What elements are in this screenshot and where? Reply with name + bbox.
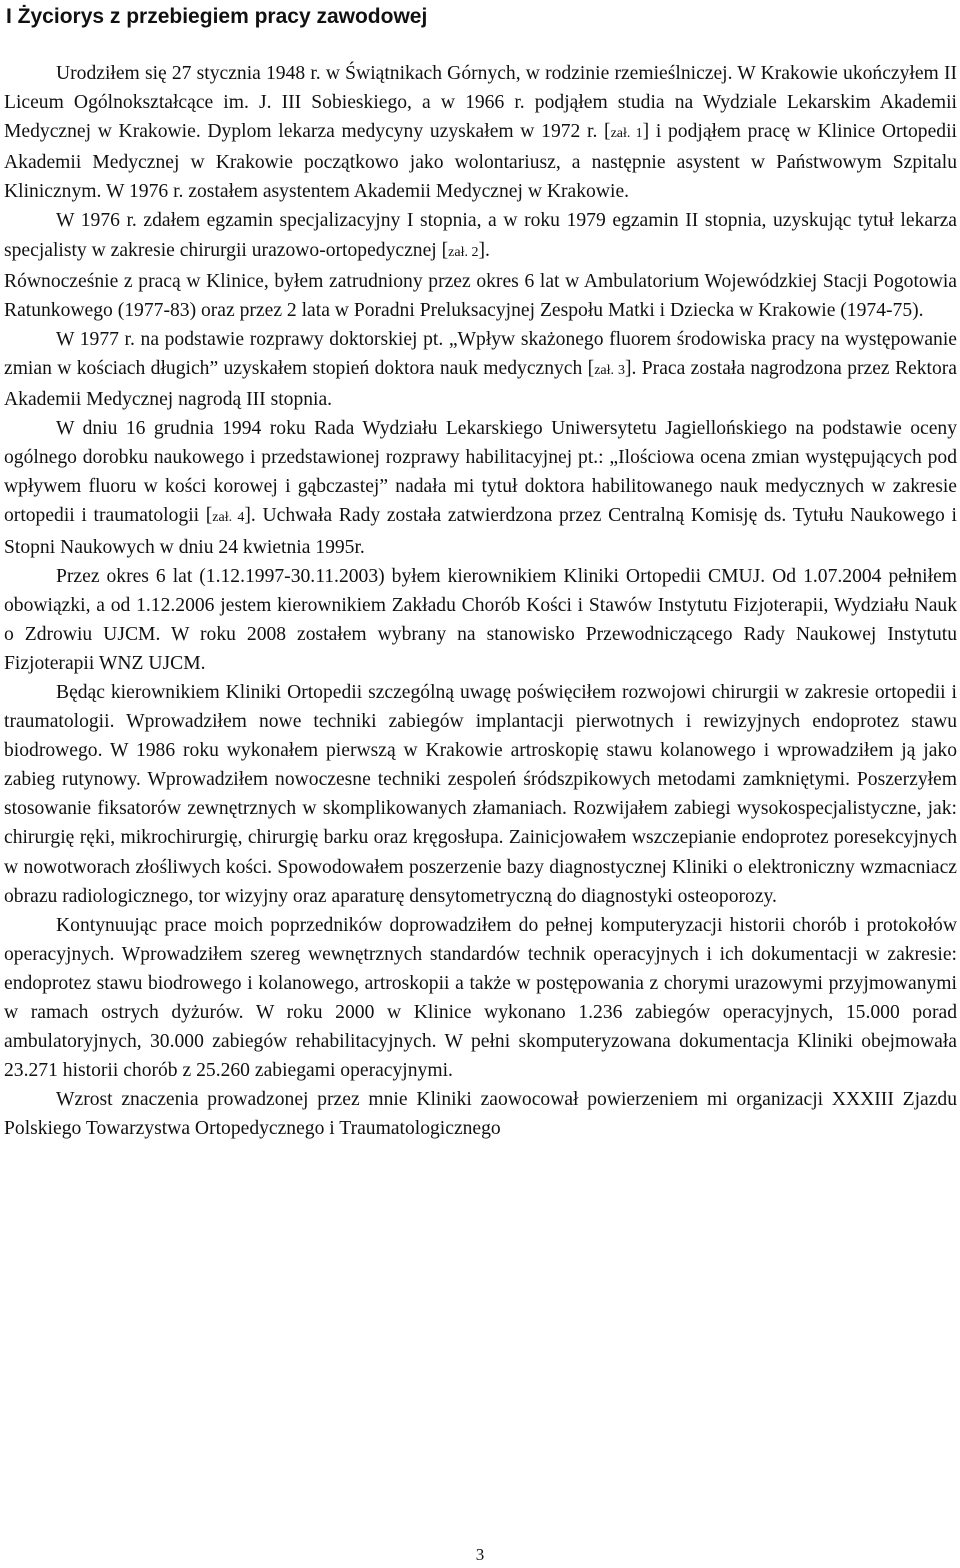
body-paragraph [4,414,957,561]
attachment-reference: zał. 2 [448,244,479,260]
paragraph-text: ]. Praca została nagrodzona przez Rektora Akademii Medycznej nagrodą III stopnia. [4,357,957,411]
paragraph-text: Będąc kierownikiem Kliniki Ortopedii szczególną uwagę poświęciłem rozwojowi chirurgii w zakresie ortopedii i traumatologii. Wprowadziłem nowe techniki zabiegów implantacji pierwotnych i rewizyjnych endoprotez stawu biodrowego. W 1986 roku wykonałem pierwszą w Krakowie artroskopię stawu kolanowego i wprowadziłem ją jako zabieg rutynowy. Wprowadziłem nowoczesne techniki zespoleń śródszpikowych metodami zamkniętymi. Poszerzyłem stosowanie fiksatorów zewnętrznych w skomplikowanych złamaniach. Rozwijałem zabiegi wysokospecjalistyczne, jak: chirurgię ręki, mikrochirurgię, chirurgię barku oraz kręgosłupa. Zainicjowałem wszczepianie endoprotez poresekcyjnych w nowotworach złośliwych kości. Spowodowałem poszerzenie bazy diagnostycznej Kliniki o elektroniczny wzmacniacz obrazu radiologicznego, tor wizyjny oraz aparaturę densytometryczną do diagnostyki osteoporozy. [4,681,957,907]
section-heading: I Życiorys z przebiegiem pracy zawodowej [6,5,428,28]
document-body [4,59,957,1143]
paragraph-text: Kontynuując prace moich poprzedników doprowadziłem do pełnej komputeryzacji historii chorób i protokołów operacyjnych. Wprowadziłem szereg wewnętrznych standardów technik operacyjnych i ich dokumentacji w zakresie: endoprotez stawu biodrowego i kolanowego, artroskopii a także w postępowania z chorymi urazowymi przyjmowanymi w ramach ostrych dyżurów. W roku 2000 w Klinice wykonano 1.236 zabiegów operacyjnych, 15.000 porad ambulatoryjnych, 30.000 zabiegów rehabilitacyjnych. W pełni skomputeryzowana dokumentacja Kliniki obejmowała 23.271 historii chorób z 25.260 zabiegami operacyjnymi. [4,914,957,1082]
page-number: 3 [475,1545,485,1564]
paragraph-text: ]. Uchwała Rady została zatwierdzona przez Centralną Komisję ds. Tytułu Naukowego i Stopni Naukowych w dniu 24 kwietnia 1995r. [4,505,957,558]
paragraph-text: Urodziłem się 27 stycznia 1948 r. w Świątnikach Górnych, w rodzinie rzemieślniczej. W Krakowie ukończyłem II Liceum Ogólnokształcące im. J. III Sobieskiego, a w 1966 r. podjąłem studia na Wydziale Lekarskim Akademii Medycznej w Krakowie. Dyplom lekarza medycyny uzyskałem w 1972 r. [ [4,63,957,143]
body-paragraph [4,206,957,266]
attachment-reference: zał. 4 [212,510,245,526]
attachment-reference: zał. 1 [610,126,643,142]
paragraph-text: Wzrost znaczenia prowadzonej przez mnie Kliniki zaowocował powierzeniem mi organizacji XXXIII Zjazdu Polskiego Towarzystwa Ortopedycznego i Traumatologicznego [4,1089,957,1140]
paragraph-text: ] i podjąłem pracę w Klinice Ortopedii Akademii Medycznej w Krakowie początkowo jako wolontariusz, a następnie asystent w Państwowym Szpitalu Klinicznym. W 1976 r. zostałem asystentem Akademii Medycznej w Krakowie. [4,121,957,203]
paragraph-text: W 1977 r. na podstawie rozprawy doktorskiej pt. „Wpływ skażonego fluorem środowiska pracy na występowanie zmian w kościach długich” uzyskałem stopień doktora nauk medycznych [ [4,328,957,379]
paragraph-text: Równocześnie z pracą w Klinice, byłem zatrudniony przez okres 6 lat w Ambulatorium Wojewódzkiej Stacji Pogotowia Ratunkowego (1977-83) oraz przez 2 lata w Poradni Preluksacyjnej Zespołu Matki i Dziecka w Krakowie (1974-75). [4,270,957,321]
body-paragraph [4,562,957,678]
body-paragraph [4,59,957,206]
paragraph-text: ]. [478,239,490,261]
body-paragraph [4,325,957,414]
body-paragraph [4,1085,957,1143]
paragraph-text: W 1976 r. zdałem egzamin specjalizacyjny I stopnia, a w roku 1979 egzamin II stopnia, uzyskując tytuł lekarza specjalisty w zakresie chirurgii urazowo-ortopedycznej [ [4,210,957,261]
paragraph-text: W dniu 16 grudnia 1994 roku Rada Wydziału Lekarskiego Uniwersytetu Jagiellońskiego na podstawie oceny ogólnego dorobku naukowego i przedstawionej rozprawy habilitacyjnej pt.: „Ilościowa ocena zmian występujących pod wpływem fluoru w kości korowej i gąbczastej” nadała mi tytuł doktora habilitowanego nauk medycznych w zakresie ortopedii i traumatologii [ [4,418,957,527]
body-paragraph [4,678,957,911]
body-paragraph [4,267,957,325]
paragraph-text: Przez okres 6 lat (1.12.1997-30.11.2003) byłem kierownikiem Kliniki Ortopedii CMUJ. Od 1.07.2004 pełniłem obowiązki, a od 1.12.2006 jestem kierownikiem Zakładu Chorób Kości i Stawów Instytutu Fizjoterapii, Wydziału Nauk o Zdrowiu UJCM. W roku 2008 zostałem wybrany na stanowisko Przewodniczącego Rady Naukowej Instytutu Fizjoterapii WNZ UJCM. [4,565,957,674]
body-paragraph [4,911,957,1086]
attachment-reference: zał. 3 [594,362,625,378]
